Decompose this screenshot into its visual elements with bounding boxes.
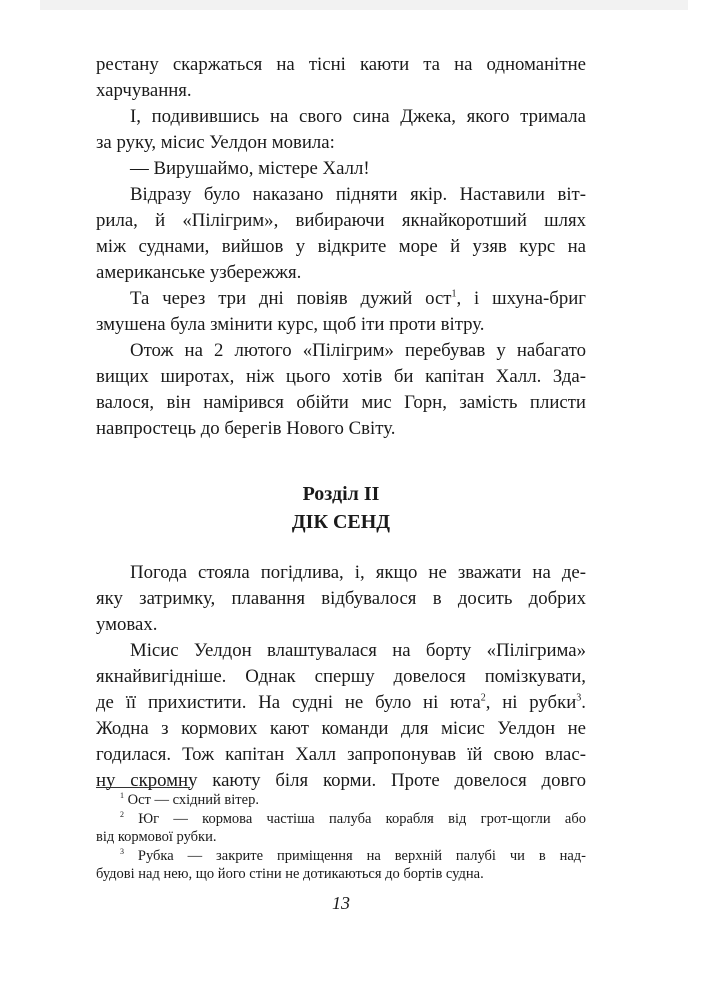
body-text-line: годилася. Тож капітан Халл запропонував їй свою влас-: [96, 744, 586, 765]
body-text-line: за руку, місис Уелдон мовила:: [96, 132, 335, 153]
body-text-line: умовах.: [96, 614, 158, 635]
body-text-line: якнайвигідніше. Однак спершу довелося помізкувати,: [96, 666, 586, 687]
body-text-line: Відразу було наказано підняти якір. Наставили віт-: [130, 184, 586, 205]
top-edge-strip: [40, 0, 688, 10]
page-number: 13: [332, 893, 350, 913]
body-text-line: ну скромну каюту біля корми. Проте довелося довго: [96, 770, 586, 791]
chapter-title: ДІК СЕНД: [291, 511, 391, 533]
body-text-line: між суднами, вийшов у відкрите море й узяв курс на: [96, 236, 586, 257]
body-text-line: змушена була змінити курс, щоб іти проти вітру.: [96, 314, 485, 335]
footnote-separator: [96, 787, 190, 788]
body-text-line: харчування.: [96, 80, 192, 101]
footnotes: [96, 791, 586, 884]
body-text-line: де її прихистити. На судні не було ні юта$^2$, ні рубки$^3$.: [96, 692, 586, 713]
footnote-line: $^1$ Ост — східний вітер.: [120, 791, 259, 808]
body-text-line: рила, й «Пілігрим», вибираючи якнайкоротший шлях: [96, 210, 586, 231]
body-text-line: Та через три дні повіяв дужий ост$^1$, і шхуна-бриг: [130, 288, 586, 309]
text-block-lower: [96, 560, 586, 794]
chapter-number: Розділ II: [302, 483, 380, 505]
body-text-line: рестану скаржаться на тісні каюти та на одноманітне: [96, 54, 586, 75]
body-text-line: американське узбережжя.: [96, 262, 302, 283]
body-text-line: яку затримку, плавання відбувалося в досить добрих: [96, 588, 586, 609]
body-text-line: Отож на 2 лютого «Пілігрим» перебував у набагато: [130, 340, 586, 361]
body-text-line: вищих широтах, ніж цього хотів би капітан Халл. Зда-: [96, 366, 586, 387]
body-text-line: Місис Уелдон влаштувалася на борту «Пілігрима»: [130, 640, 586, 661]
body-text-line: — Вирушаймо, містере Халл!: [130, 158, 370, 179]
text-block-upper: [96, 52, 586, 442]
body-text-line: валося, він намірився обійти мис Горн, замість плисти: [96, 392, 586, 413]
footnote-line: $^2$ Юг — кормова частіша палуба корабля від грот-щогли або: [120, 809, 586, 827]
body-text-line: Жодна з кормових кают команди для місис Уелдон не: [96, 718, 586, 739]
body-text-line: Погода стояла погідлива, і, якщо не зважати на де-: [130, 562, 586, 583]
body-text-line: І, подивившись на свого сина Джека, якого тримала: [130, 106, 586, 127]
footnote-line: $^3$ Рубка — закрите приміщення на верхній палубі чи в над-: [120, 846, 586, 864]
body-text-line: навпростець до берегів Нового Світу.: [96, 418, 396, 439]
footnote-line: від кормової рубки.: [96, 829, 217, 845]
footnote-line: будові над нею, що його стіни не дотикаються до бортів судна.: [96, 866, 484, 882]
